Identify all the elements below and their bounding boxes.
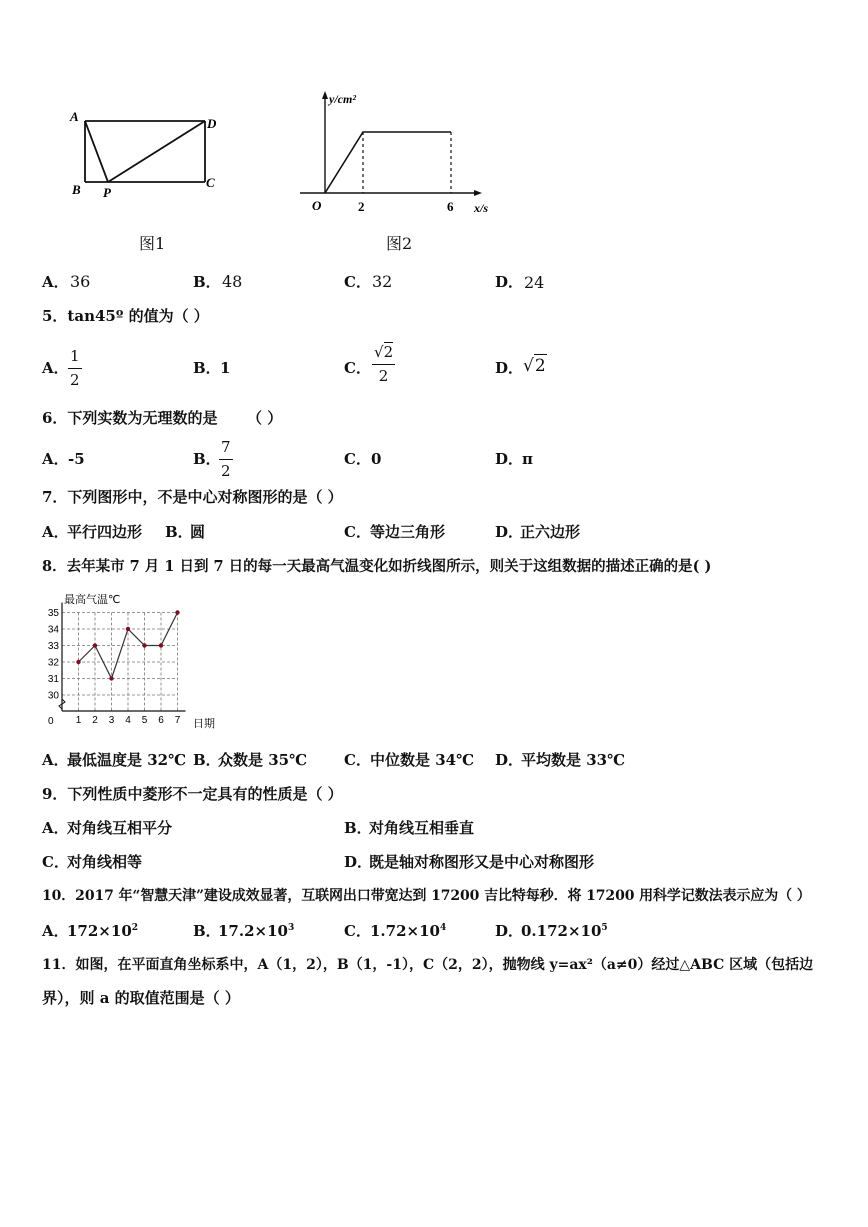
q10-stem: 10．2017 年“智慧天津”建设成效显著，互联网出口带宽达到 17200 吉比特每秒．将 17200 用科学记数法表示应为（ ） [42,888,811,904]
base: 17.2×10 [218,922,288,940]
label-D: D [207,116,217,131]
q7-option-d-letter: D． [495,523,524,541]
q10-option-d-letter: D． [495,922,524,940]
q8-stem: 8．去年某市 7 月 1 日到 7 日的每一天最高气温变化如折线图所示，则关于这组数据的描述正确的是( ) [42,558,712,575]
chart-origin-label: 0 [48,716,54,727]
radicand: 2 [383,343,394,361]
q8-option-d-letter: D． [495,751,524,769]
fraction-bar [219,459,233,460]
base: 0.172×10 [521,922,602,940]
figure-1-rectangle [60,105,230,205]
fraction-bar [68,368,82,369]
q10-option-a-letter: A． [42,922,69,940]
q9-option-b-letter: B． [344,819,372,837]
label-B: B [72,182,81,197]
q6-option-c-letter: C． [344,450,371,468]
q4-option-c-text: 32 [372,272,393,291]
q6-option-b-letter: B． [193,450,221,468]
q9-option-a-text: 对角线互相平分 [67,819,173,837]
q6-option-d-text: π [522,450,533,468]
q4-option-b-text: 48 [222,272,243,291]
x-tick-label: 2 [92,715,98,726]
y-tick-label: 35 [47,608,59,619]
chart-y-label: 最高气温℃ [64,594,121,606]
figure-2-area-graph [290,85,505,220]
q9-option-c-letter: C． [42,853,69,871]
q7-option-d-text: 正六边形 [520,523,581,541]
q9-option-c-text: 对角线相等 [67,853,143,871]
q6-paren: （ ） [247,409,283,427]
fraction-numerator: 7 [221,438,231,456]
q9-stem: 9．下列性质中菱形不一定具有的性质是（ ） [42,785,343,803]
q6-option-c-text: 0 [371,450,382,468]
data-point [142,643,146,647]
label-A: A [70,109,79,124]
q10-option-c-letter: C． [344,922,371,940]
base: 172×10 [67,922,132,940]
x-tick-2: 2 [358,199,365,214]
data-point [126,627,130,631]
q5-stem: 5．tan45º 的值为（ ） [42,307,209,325]
x-tick-6: 6 [447,199,454,214]
y-axis-label: y/cm² [329,92,356,106]
q5-option-b-text: 1 [220,359,231,377]
temperature-chart-svg [40,590,230,735]
y-tick-label: 33 [47,641,59,652]
q5-option-d-sqrt [523,358,547,375]
q7-stem: 7．下列图形中，不是中心对称图形的是（ ） [42,488,343,506]
q7-option-c-letter: C． [344,523,371,541]
q5-option-a-letter: A． [42,359,69,377]
q8-option-b-letter: B． [193,751,221,769]
q5-option-c-fraction [372,345,395,384]
q4-option-a-text: 36 [70,272,91,291]
exponent: 2 [131,923,139,933]
q11-line-2: 界），则 a 的取值范围是（ ） [42,989,240,1007]
fraction-numerator: 1 [70,347,80,365]
q11-line-1: 11．如图，在平面直角坐标系中，A（1，2），B（1，-1），C（2，2），抛物线 y=ax²（a≠0）经过△ABC 区域（包括边 [42,957,814,973]
q4-option-a-letter: A． [42,273,69,291]
data-point [93,643,97,647]
q6-option-d-letter: D． [495,450,524,468]
sqrt-sign-icon: √ [374,343,384,361]
q8-option-b-text: 众数是 35℃ [218,751,308,769]
base: 1.72×10 [370,922,440,940]
data-point [76,660,80,664]
q9-option-d-text: 既是轴对称图形又是中心对称图形 [369,853,595,871]
q4-option-c-letter: C． [344,273,371,291]
fraction-denominator: 2 [378,367,389,385]
q7-option-a-letter: A． [42,523,69,541]
sqrt-sign-icon: √ [523,356,534,376]
q6-option-b-fraction [219,440,233,479]
x-tick-label: 3 [108,715,115,726]
radicand: 2 [534,356,546,376]
y-tick-label: 34 [47,624,59,636]
q9-option-d-letter: D． [344,853,373,871]
x-tick-label: 7 [174,715,181,726]
exponent: 5 [601,923,608,933]
fraction-denominator: 2 [221,462,231,480]
x-tick-label: 4 [125,715,131,726]
q8-option-a-text: 最低温度是 32℃ [67,751,187,769]
q8-option-c-letter: C． [344,751,371,769]
data-point [159,643,163,647]
y-tick-label: 31 [47,674,59,685]
q6-stem: 6．下列实数为无理数的是 [42,409,218,427]
chart-x-label: 日期 [193,718,215,730]
q8-option-d-text: 平均数是 33℃ [521,751,626,769]
label-C: C [206,175,215,190]
q7-option-c-text: 等边三角形 [370,523,446,541]
temperature-line-chart [40,590,230,739]
x-tick-label: 6 [158,715,164,726]
data-point [175,610,179,614]
q4-option-d-letter: D． [495,273,524,291]
exponent: 4 [439,923,447,933]
label-P: P [103,185,111,200]
x-tick-label: 5 [141,715,148,726]
q8-option-c-text: 中位数是 34℃ [370,751,475,769]
data-point [109,676,113,680]
figure-1-caption: 图1 [139,234,166,253]
q10-option-d-text [521,924,608,939]
fraction-denominator: 2 [70,371,80,389]
q5-option-b-letter: B． [193,359,221,377]
q5-option-c-letter: C． [344,359,371,377]
q10-option-c-text [370,924,446,939]
q9-option-a-letter: A． [42,819,69,837]
fraction-bar [372,364,395,365]
y-tick-label: 30 [47,690,59,702]
origin-label: O [312,198,322,213]
q10-option-b-text [218,924,294,939]
q4-option-b-letter: B． [193,273,221,291]
q5-option-a-fraction [68,349,82,388]
q9-option-b-text: 对角线互相垂直 [369,819,475,837]
x-tick-label: 1 [75,715,82,726]
exponent: 3 [287,923,295,933]
y-tick-label: 32 [47,657,59,669]
q7-option-b-text: 圆 [190,523,206,541]
q7-option-b-letter: B． [165,523,193,541]
q6-option-a-letter: A． [42,450,69,468]
q8-option-a-letter: A． [42,751,69,769]
q4-option-d-text: 24 [524,273,545,292]
q10-option-b-letter: B． [193,922,221,940]
q5-option-d-letter: D． [495,359,524,377]
x-axis-label: x/s [474,201,489,215]
q7-option-a-text: 平行四边形 [67,523,143,541]
figure-2-caption: 图2 [386,234,413,253]
q10-option-a-text [67,924,138,939]
q6-option-a-text: -5 [68,450,85,468]
